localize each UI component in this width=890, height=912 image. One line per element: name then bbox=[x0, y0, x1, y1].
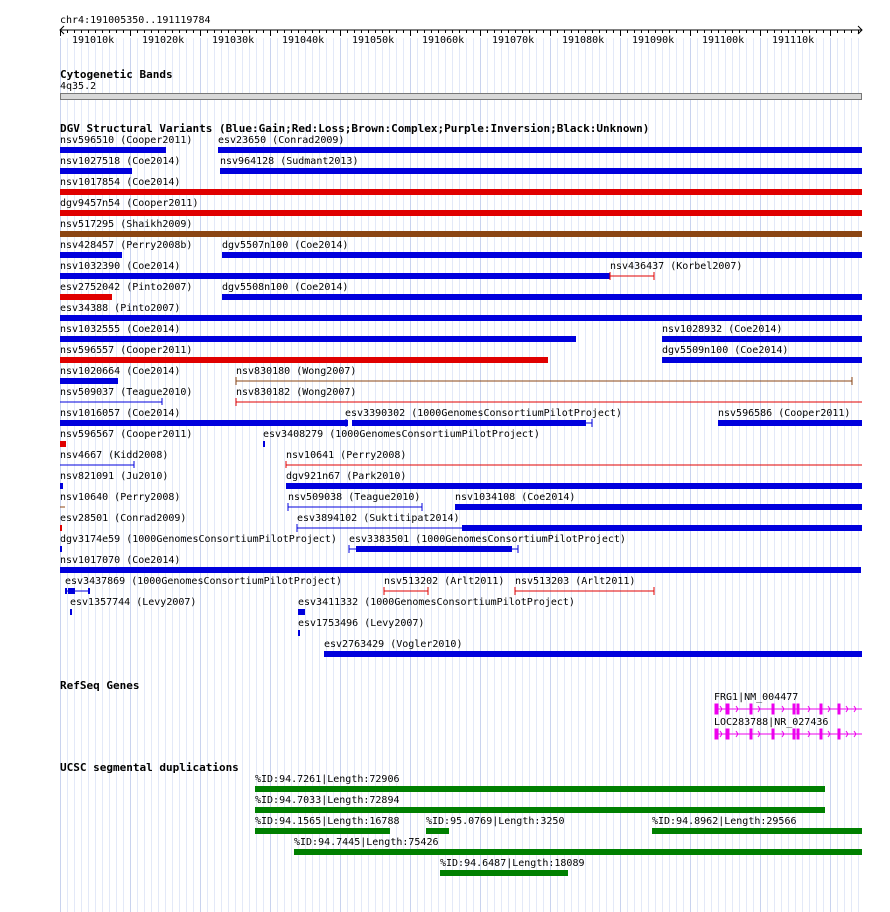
dgv-feature-label: dgv5509n100 (Coe2014) bbox=[662, 345, 789, 356]
dgv-feature-label: nsv596510 (Cooper2011) bbox=[60, 135, 193, 146]
segdup-label: %ID:94.1565|Length:16788 bbox=[255, 816, 400, 827]
ruler-tick-label: 191010k bbox=[72, 35, 115, 46]
segdups-title: UCSC segmental duplications bbox=[60, 761, 239, 774]
ruler-tick-label: 191100k bbox=[702, 35, 745, 46]
dgv-feature-label: nsv821091 (Ju2010) bbox=[60, 471, 169, 482]
dgv-feature-label: esv3383501 (1000GenomesConsortiumPilotProject) bbox=[349, 534, 626, 545]
dgv-feature-label: esv3437869 (1000GenomesConsortiumPilotProject) bbox=[65, 576, 342, 587]
dgv-feature-label: esv23650 (Conrad2009) bbox=[218, 135, 345, 146]
dgv-feature-label: esv1753496 (Levy2007) bbox=[298, 618, 425, 629]
dgv-feature-label: esv28501 (Conrad2009) bbox=[60, 513, 187, 524]
dgv-feature-label: dgv5507n100 (Coe2014) bbox=[222, 240, 349, 251]
gene-label: LOC283788|NR_027436 bbox=[714, 717, 829, 728]
dgv-feature-label: esv2752042 (Pinto2007) bbox=[60, 282, 193, 293]
ruler-tick-label: 191060k bbox=[422, 35, 465, 46]
dgv-feature-label: nsv1027518 (Coe2014) bbox=[60, 156, 181, 167]
dgv-feature-label: nsv509037 (Teague2010) bbox=[60, 387, 193, 398]
dgv-feature-label: nsv1016057 (Coe2014) bbox=[60, 408, 181, 419]
ruler-tick-label: 191080k bbox=[562, 35, 605, 46]
ruler-tick-label: 191050k bbox=[352, 35, 395, 46]
dgv-feature-label: nsv513202 (Arlt2011) bbox=[384, 576, 505, 587]
dgv-feature-label: nsv830182 (Wong2007) bbox=[236, 387, 357, 398]
ruler-tick-label: 191070k bbox=[492, 35, 535, 46]
dgv-feature-label: nsv513203 (Arlt2011) bbox=[515, 576, 636, 587]
dgv-feature-label: nsv436437 (Korbel2007) bbox=[610, 261, 743, 272]
cytobands-title: Cytogenetic Bands bbox=[60, 68, 173, 81]
segdup-bar[interactable] bbox=[255, 786, 825, 792]
dgv-feature-label: nsv830180 (Wong2007) bbox=[236, 366, 357, 377]
segdup-bar[interactable] bbox=[426, 828, 449, 834]
segdup-bar[interactable] bbox=[294, 849, 862, 855]
ruler-tick-label: 191090k bbox=[632, 35, 675, 46]
segdup-label: %ID:94.7445|Length:75426 bbox=[294, 837, 439, 848]
dgv-feature-label: nsv1032390 (Coe2014) bbox=[60, 261, 181, 272]
dgv-feature-label: nsv4667 (Kidd2008) bbox=[60, 450, 169, 461]
dgv-feature-label: dgv5508n100 (Coe2014) bbox=[222, 282, 349, 293]
segdup-bar[interactable] bbox=[440, 870, 568, 876]
segdup-label: %ID:95.0769|Length:3250 bbox=[426, 816, 565, 827]
dgv-feature-label: nsv596567 (Cooper2011) bbox=[60, 429, 193, 440]
segdup-bar[interactable] bbox=[652, 828, 862, 834]
dgv-feature-label: nsv509038 (Teague2010) bbox=[288, 492, 421, 503]
dgv-feature-label: dgv921n67 (Park2010) bbox=[286, 471, 407, 482]
dgv-feature-label: nsv1017070 (Coe2014) bbox=[60, 555, 181, 566]
ruler-tick-label: 191040k bbox=[282, 35, 325, 46]
segdup-label: %ID:94.7033|Length:72894 bbox=[255, 795, 400, 806]
dgv-feature-label: esv3390302 (1000GenomesConsortiumPilotProject) bbox=[345, 408, 622, 419]
ruler-tick-label: 191030k bbox=[212, 35, 255, 46]
dgv-feature-label: nsv1020664 (Coe2014) bbox=[60, 366, 181, 377]
dgv-feature-label: esv1357744 (Levy2007) bbox=[70, 597, 197, 608]
dgv-feature-label: nsv428457 (Perry2008b) bbox=[60, 240, 193, 251]
dgv-feature-label: nsv10641 (Perry2008) bbox=[286, 450, 407, 461]
dgv-feature-label: nsv596586 (Cooper2011) bbox=[718, 408, 851, 419]
dgv-feature-label: esv3408279 (1000GenomesConsortiumPilotProject) bbox=[263, 429, 540, 440]
dgv-feature-label: esv3894102 (Suktitipat2014) bbox=[297, 513, 460, 524]
dgv-feature-label: nsv10640 (Perry2008) bbox=[60, 492, 181, 503]
segdup-label: %ID:94.6487|Length:18089 bbox=[440, 858, 585, 869]
cytoband-label: 4q35.2 bbox=[60, 81, 97, 92]
segdup-label: %ID:94.7261|Length:72906 bbox=[255, 774, 400, 785]
dgv-feature-label: esv3411332 (1000GenomesConsortiumPilotProject) bbox=[298, 597, 575, 608]
dgv-feature-label: esv2763429 (Vogler2010) bbox=[324, 639, 463, 650]
dgv-feature-label: nsv1032555 (Coe2014) bbox=[60, 324, 181, 335]
ruler-tick-label: 191020k bbox=[142, 35, 185, 46]
dgv-feature-label: nsv964128 (Sudmant2013) bbox=[220, 156, 359, 167]
dgv-title: DGV Structural Variants (Blue:Gain;Red:Loss;Brown:Complex;Purple:Inversion;Black:Unknown) bbox=[60, 122, 650, 135]
dgv-feature-label: dgv3174e59 (1000GenomesConsortiumPilotProject) bbox=[60, 534, 337, 545]
dgv-feature-label: nsv596557 (Cooper2011) bbox=[60, 345, 193, 356]
segdup-label: %ID:94.8962|Length:29566 bbox=[652, 816, 797, 827]
dgv-feature-label: esv34388 (Pinto2007) bbox=[60, 303, 181, 314]
gene-label: FRG1|NM_004477 bbox=[714, 692, 799, 703]
dgv-feature-label: nsv517295 (Shaikh2009) bbox=[60, 219, 193, 230]
location-label: chr4:191005350..191119784 bbox=[60, 15, 211, 26]
refseq-title: RefSeq Genes bbox=[60, 679, 140, 692]
dgv-feature-label: nsv1034108 (Coe2014) bbox=[455, 492, 576, 503]
dgv-feature-label: nsv1028932 (Coe2014) bbox=[662, 324, 783, 335]
segdup-bar[interactable] bbox=[255, 807, 825, 813]
dgv-feature-label: dgv9457n54 (Cooper2011) bbox=[60, 198, 199, 209]
segdup-bar[interactable] bbox=[255, 828, 390, 834]
dgv-feature-label: nsv1017854 (Coe2014) bbox=[60, 177, 181, 188]
ruler-tick-label: 191110k bbox=[772, 35, 815, 46]
